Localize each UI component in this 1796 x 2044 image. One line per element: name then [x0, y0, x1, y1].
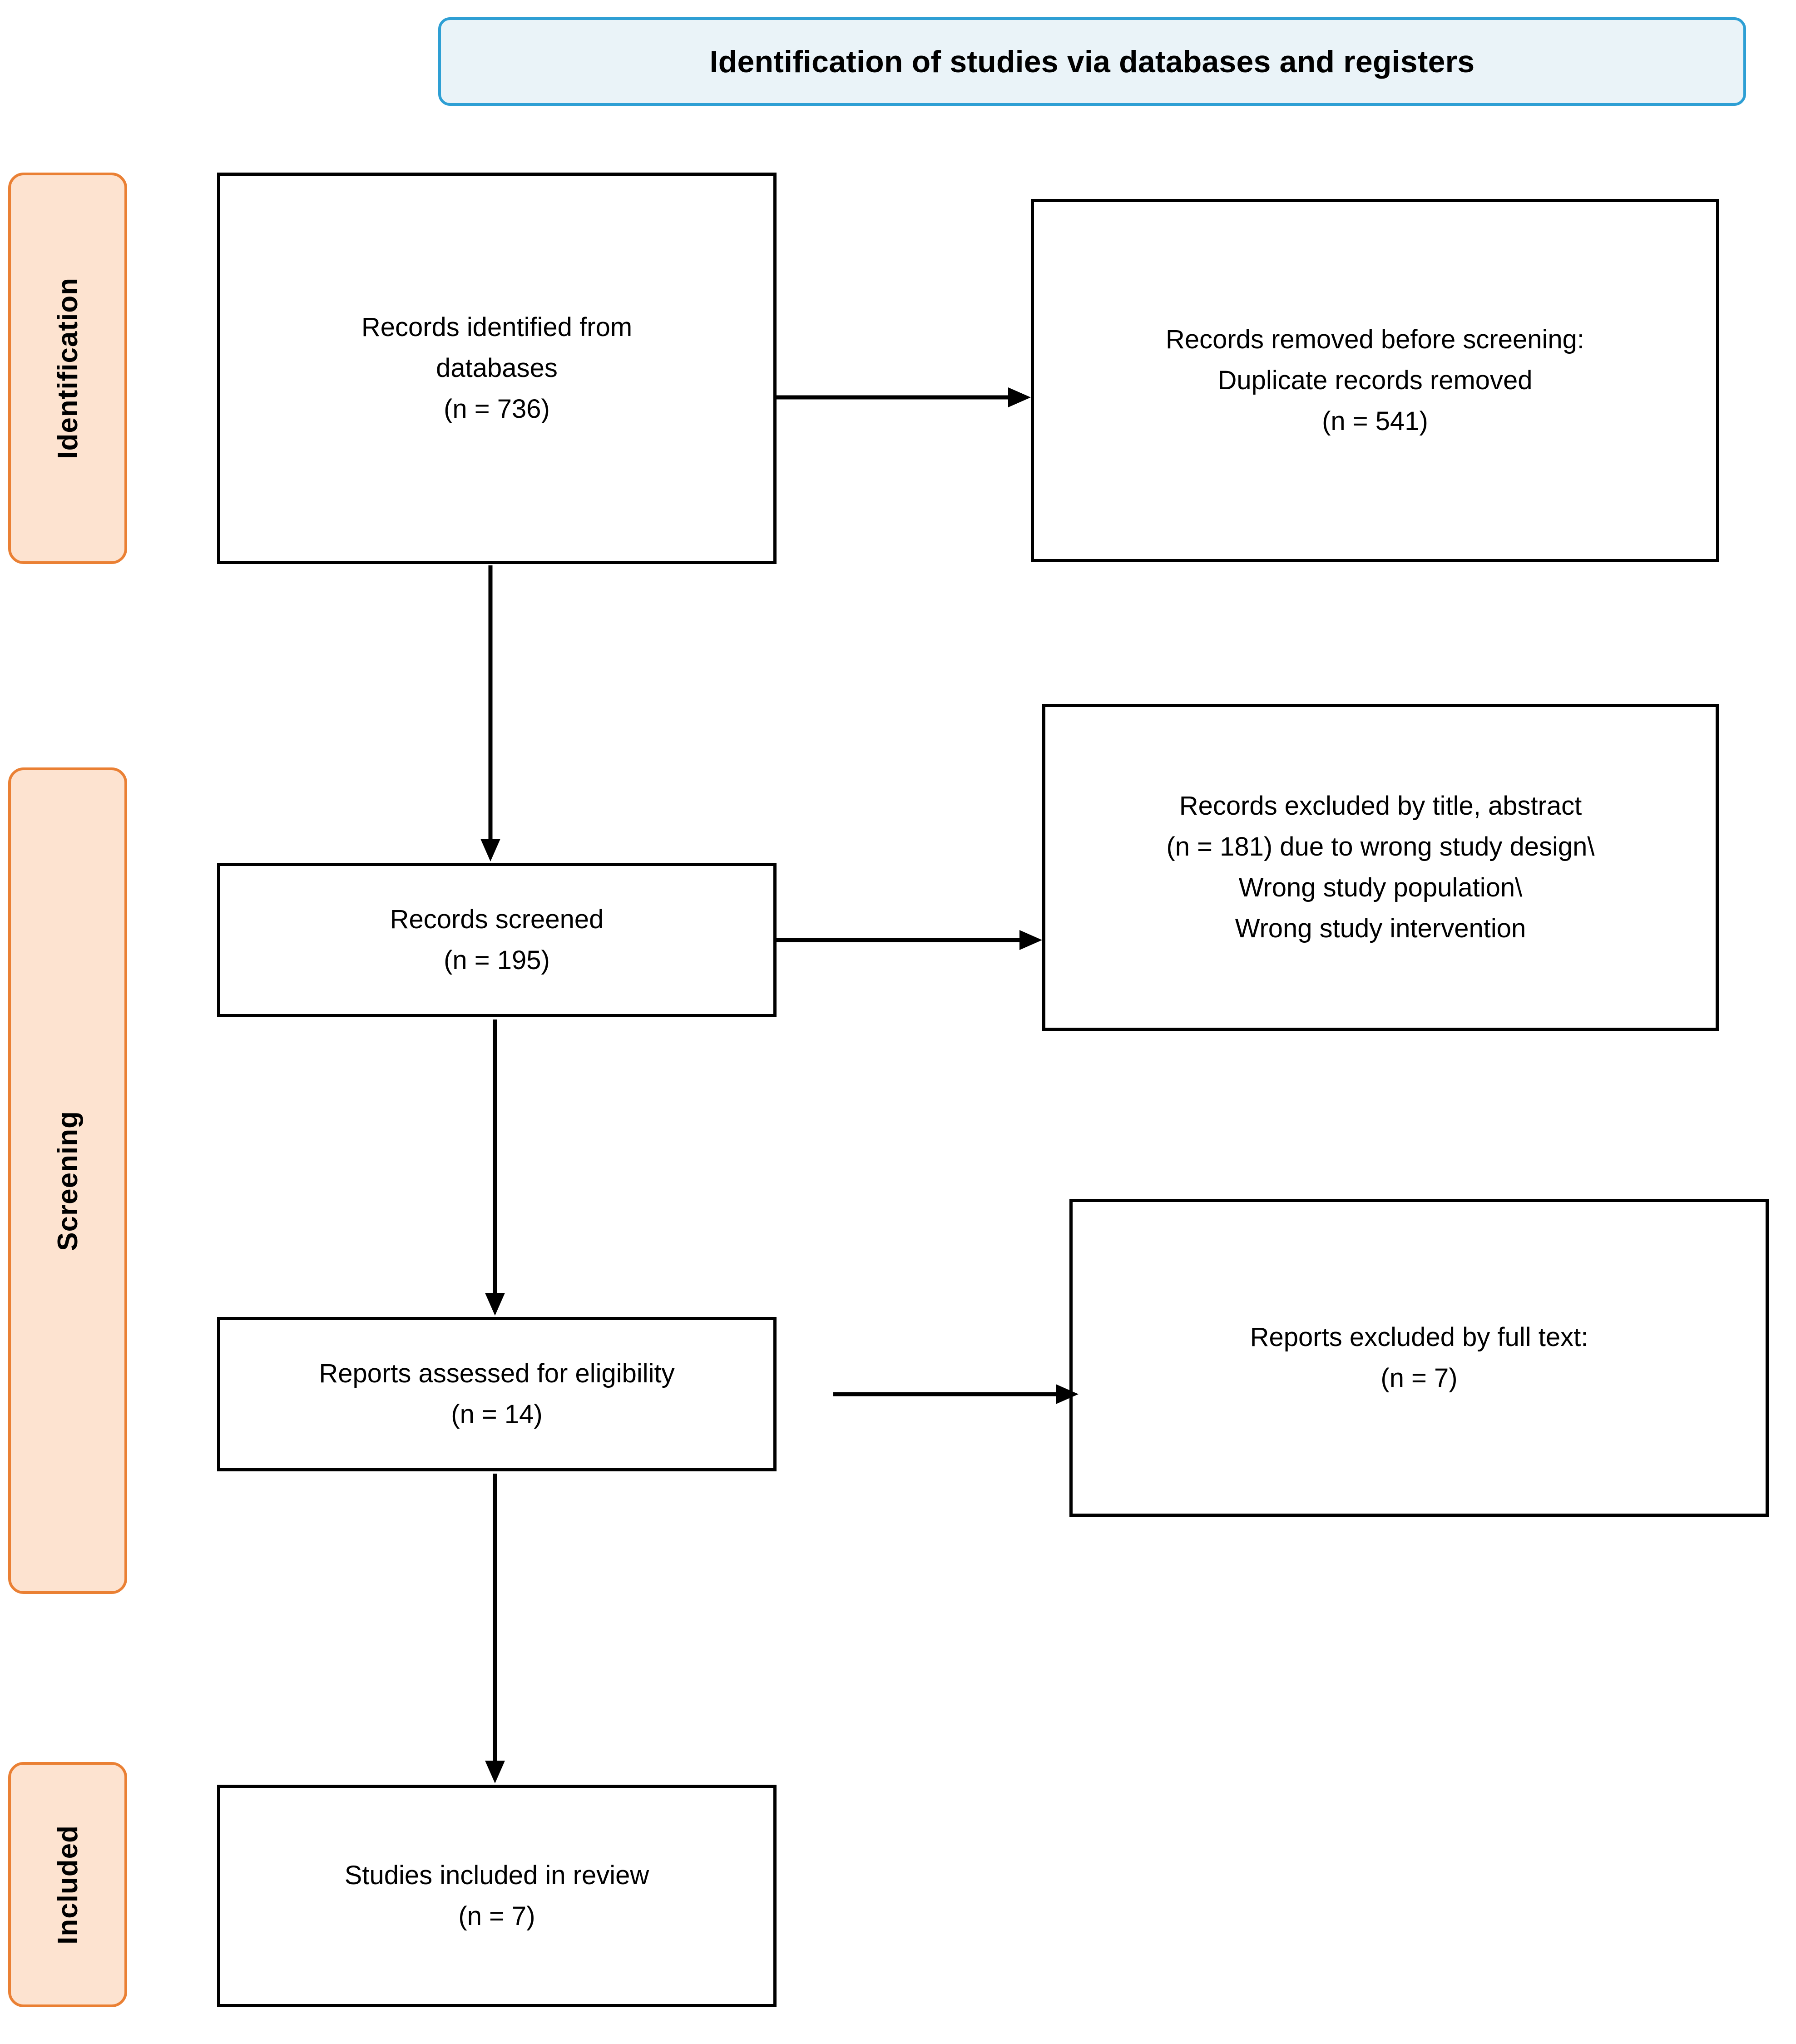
box-reports-assessed-eligibility-line-2: (n = 14) — [451, 1400, 543, 1429]
phase-label-identification-text: Identification — [52, 277, 84, 459]
box-records-excluded-title-abstract-line-1: Records excluded by title, abstract — [1179, 791, 1582, 821]
box-records-screened — [217, 863, 777, 1017]
box-studies-included-line-2: (n = 7) — [458, 1901, 535, 1931]
box-records-excluded-title-abstract-line-3: Wrong study population\ — [1238, 873, 1523, 902]
box-records-excluded-title-abstract-line-2: (n = 181) due to wrong study design\ — [1166, 832, 1595, 862]
box-records-identified — [217, 173, 777, 564]
box-reports-assessed-eligibility — [217, 1317, 777, 1471]
box-studies-included-line-1: Studies included in review — [344, 1861, 649, 1891]
phase-label-screening-text: Screening — [52, 1110, 84, 1251]
box-records-identified-line-1: Records identified from — [361, 312, 633, 342]
box-records-screened-line-2: (n = 195) — [444, 945, 550, 975]
box-records-screened-line-1: Records screened — [390, 905, 604, 935]
box-records-identified-line-2: databases — [436, 353, 558, 383]
box-records-removed-line-2: Duplicate records removed — [1217, 366, 1533, 396]
diagram-title: Identification of studies via databases and registers — [709, 44, 1475, 79]
box-records-excluded-title-abstract — [1042, 704, 1719, 1031]
arrow-identified-to-removed — [777, 384, 1035, 411]
box-reports-excluded-full-text — [1069, 1199, 1769, 1517]
phase-label-identification — [8, 173, 127, 564]
phase-label-screening — [8, 767, 127, 1594]
box-records-removed-line-3: (n = 541) — [1322, 406, 1428, 436]
arrow-eligibility-to-included — [481, 1474, 509, 1787]
diagram-title-banner — [438, 17, 1746, 106]
arrow-screened-to-excluded-title-abstract — [777, 926, 1049, 954]
box-records-identified-line-3: (n = 736) — [444, 394, 550, 424]
box-records-removed — [1031, 199, 1719, 562]
arrow-eligibility-to-excluded-full-text — [833, 1381, 1088, 1408]
phase-label-included-text: Included — [52, 1825, 84, 1945]
box-reports-assessed-eligibility-line-1: Reports assessed for eligibility — [319, 1359, 675, 1389]
box-reports-excluded-full-text-line-2: (n = 7) — [1380, 1363, 1458, 1393]
box-reports-excluded-full-text-line-1: Reports excluded by full text: — [1250, 1322, 1588, 1352]
box-records-excluded-title-abstract-line-4: Wrong study intervention — [1235, 913, 1526, 943]
arrow-screened-to-eligibility — [481, 1020, 509, 1319]
box-studies-included — [217, 1785, 777, 2007]
phase-label-included — [8, 1762, 127, 2007]
arrow-identified-to-screened — [477, 565, 504, 865]
box-records-removed-line-1: Records removed before screening: — [1165, 325, 1585, 355]
